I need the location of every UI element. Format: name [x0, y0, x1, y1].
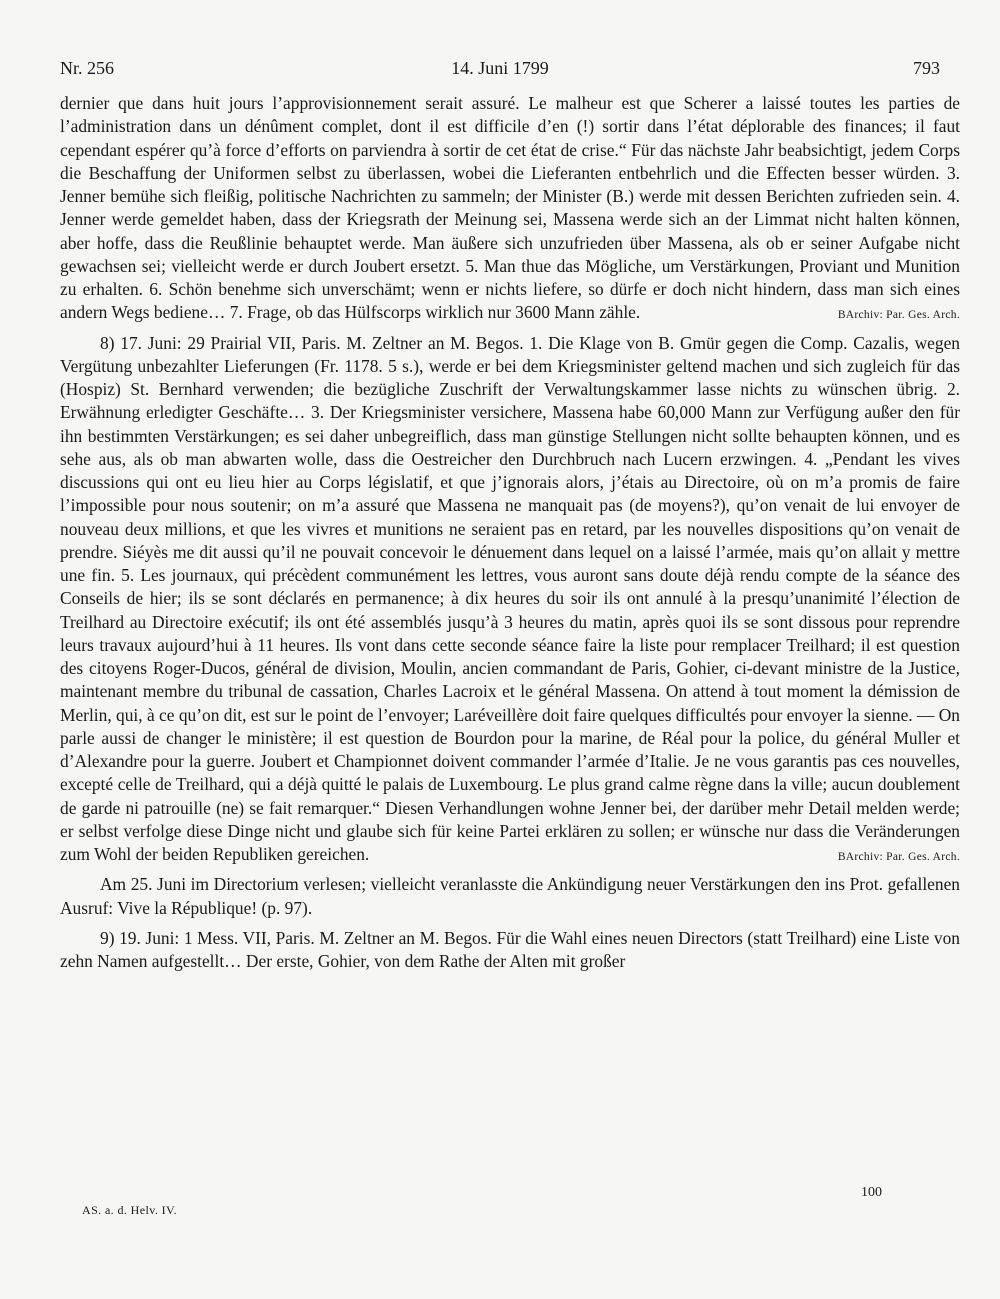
sheet-number: 100: [861, 1185, 882, 1200]
volume-signature: AS. a. d. Helv. IV.: [82, 1203, 177, 1217]
archive-source: BArchiv: Par. Ges. Arch.: [837, 851, 960, 863]
paragraph-text: 9) 19. Juni: 1 Mess. VII, Paris. M. Zeltner an M. Begos. Für die Wahl eines neuen Directors (statt Treilhard) eine Liste von zehn Namen aufgestellt… Der erste, Gohier, von dem Rathe der Alten mit großer: [60, 927, 960, 971]
paragraph-text: 8) 17. Juni: 29 Prairial VII, Paris. M. Zeltner an M. Begos. 1. Die Klage von B. Gmür gegen die Comp. Cazalis, wegen Vergütung unbezahlter Lieferungen (Fr. 1178. 5 s.), werde er bei dem Kriegsminister geltend machen und sich zugleich für das (Hospiz) St. Bernhard verwenden; die bezügliche Zuschrift der Verwaltungskammer lasse nichts zu wünschen übrig. 2. Erwähnung erledigter Geschäfte… 3. Der Kriegsminister versichere, Massena habe 60,000 Mann zur Verfügung außer den für ihn bestimmten Verstärkungen; es sei daher unbegreiflich, dass man günstige Stellungen nicht sollte behaupten können, und es sehe aus, als ob man abwarten wolle, dass die Oestreicher den Durchbruch nach Lucern erzwingen. 4. „Pendant les vives discussions qui ont eu lieu hier au Corps législatif, et que j’ignorais alors, j’étais au Directoire, où on m’a promis de faire l’impossible pour nous soutenir; on m’a assuré que Massena ne manquait pas (de moyens?), qu’on venait de lui envoyer de nouveau deux millions, et que les vivres et munitions ne seraient pas en retard, par les nouvelles dispositions qu’on venait de prendre. Siéyès me dit aussi qu’il ne pouvait concevoir le dénuement dans lequel on a laissé l’armée, mais qu’on allait y mettre une fin. 5. Les journaux, qui précèdent communément les lettres, vous auront sans doute déjà rendu compte de la séance des Conseils de hier; ils se sont déclarés en permanence; à dix heures du soir ils ont annulé à la presqu’unanimité l’élection de Treilhard au Directoire exécutif; ils ont été assemblés jusqu’à 3 heures du matin, après quoi ils se sont dissous pour reprendre leurs travaux aujourd’hui à 11 heures. Ils vont dans cette seconde séance faire la liste pour remplacer Treilhard; il est question des citoyens Roger-Ducos, général de division, Moulin, ancien commandant de Paris, Gohier, ci-devant ministre de la Justice, maintenant membre du tribunal de cassation, Charles Lacroix et le général Massena. On attend à tout moment la démission de Merlin, qui, à ce qu’on dit, est sur le point de l’envoyer; Laréveillère doit faire quelques difficultés pour envoyer la sienne. — On parle aussi de changer le ministère; il est question de Bourdon pour la marine, de Réal pour la police, du général Muller et d’Alexandre pour la guerre. Joubert et Championnet doivent commander l’armée d’Italie. Je ne vous garantis pas ces nouvelles, excepté celle de Treilhard, qui a déjà quitté le palais de Luxembourg. Le plus grand calme règne dans la ville; aucun doublement de garde ni patrouille (ne) se fait remarquer.“ Diesen Verhandlungen wohne Jenner bei, der darüber mehr Detail melden werde; er selbst verfolge diese Dinge nicht und glaube sich für keine Partei erklären zu sollen; er wünsche nur dass die Veränderungen zum Wohl der beiden Republiken gereichen.: [60, 332, 960, 864]
archive-source: BArchiv: Par. Ges. Arch.: [837, 309, 960, 322]
paragraph-entry-8: [60, 332, 960, 867]
paragraph-text: Am 25. Juni im Directorium verlesen; vielleicht veranlasste die Ankündigung neuer Verstärkungen den ins Prot. gefallenen Ausruf: Vive la République! (p. 97).: [60, 874, 960, 918]
paragraph-note: [60, 873, 960, 920]
document-number: Nr. 256: [60, 58, 114, 78]
page-body: [60, 92, 960, 973]
paragraph-text: dernier que dans huit jours l’approvisionnement serait assuré. Le malheur est que Scherer a laissé toutes les parties de l’administration dans un dénûment complet, dont il est difficile d’en (!) sortir dans l’état déplorable des finances; il faut cependant espérer qu’à force d’efforts on parviendra à sortir de cet état de crise.“ Für das nächste Jahr beabsichtigt, jedem Corps die Beschaffung der Uniformen selbst zu überlassen, wobei die Lieferanten entbehrlich und die Effecten besser würden. 3. Jenner bemühe sich fleißig, politische Nachrichten zu sammeln; der Minister (B.) werde mit dessen Berichten zufrieden sein. 4. Jenner werde gemeldet haben, dass der Kriegsrath der Meinung sei, Massena werde sich an der Limmat nicht halten können, aber hoffe, dass die Reußlinie behauptet werde. Man äußere sich unzufrieden über Massena, als ob er seiner Aufgabe nicht gewachsen sei; vielleicht werde er durch Joubert ersetzt. 5. Man thue das Mögliche, um Verstärkungen, Proviant und Munition zu erhalten. 6. Schön benehme sich unverschämt; wenn er nichts liefere, so dürfe er doch nicht hindern, dass man sich eines andern Wegs bediene… 7. Frage, ob das Hülfscorps wirklich nur 3600 Mann zähle.: [60, 93, 960, 323]
page-number: 793: [913, 58, 940, 78]
paragraph-entry-9: [60, 927, 960, 974]
page-footer: [60, 1185, 940, 1225]
header-date: 14. Juni 1799: [451, 58, 549, 78]
paragraph-continuation: [60, 92, 960, 325]
page-header: [60, 58, 940, 88]
